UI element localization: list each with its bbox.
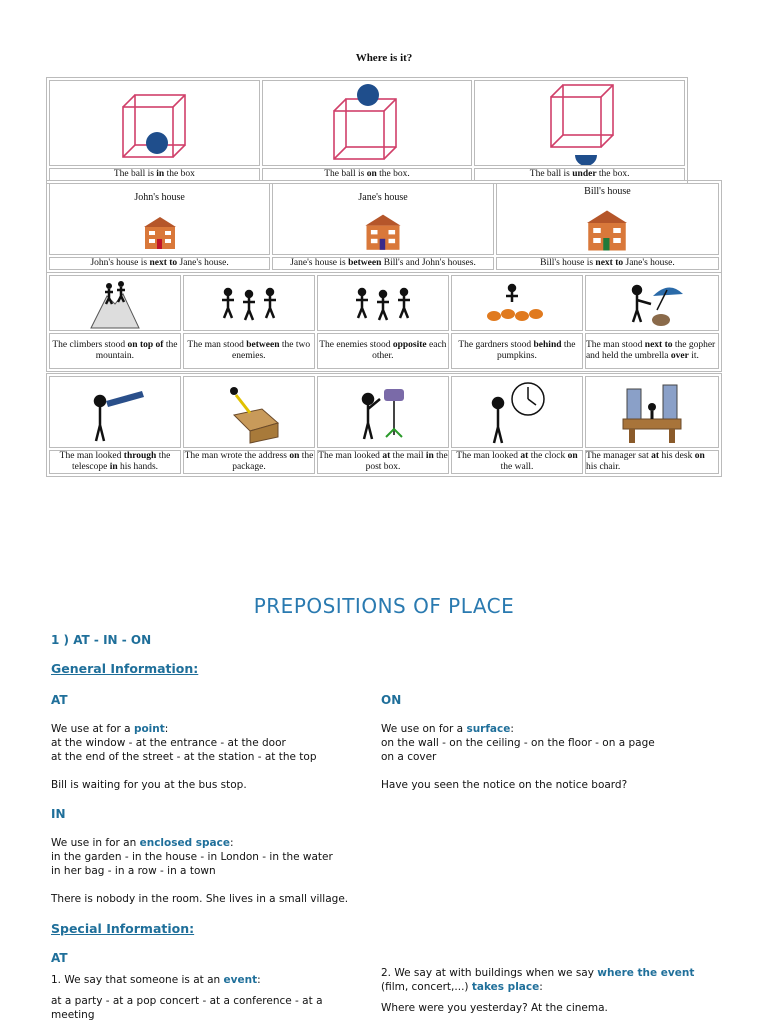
- caption-johns-house: John's house is next to Jane's house.: [49, 257, 270, 270]
- house-icon: [361, 208, 405, 252]
- johns-house-label: John's house: [134, 192, 185, 203]
- manager-desk-picture: [585, 376, 719, 448]
- johns-house-picture: [49, 183, 270, 255]
- caption-manager-desk: The manager sat at his desk on his chair.: [585, 450, 719, 474]
- ball-icon: [146, 132, 168, 154]
- caption-gardeners: The gardners stood behind the pumpkins.: [451, 333, 583, 369]
- on-intro: We use on for a surface:: [381, 723, 514, 735]
- on-heading: ON: [381, 693, 402, 707]
- ball-box-table: [46, 77, 688, 184]
- caption-janes-house: Jane's house is between Bill's and John's houses.: [272, 257, 494, 270]
- special-at-examples-1: at a party - at a pop concert - at a conference - at a meeting: [51, 995, 323, 1021]
- at-line-2: at the end of the street - at the station - at the top: [51, 751, 317, 763]
- lesson-heading: PREPOSITIONS OF PLACE: [253, 594, 515, 618]
- gardeners-pumpkins-picture: [451, 275, 583, 331]
- janes-house-picture: [272, 183, 494, 255]
- on-body: [381, 722, 655, 792]
- special-at-point-1: 1. We say that someone is at an event:: [51, 974, 261, 986]
- umbrella-icon: [617, 276, 687, 330]
- ball-on-box-picture: [262, 80, 473, 166]
- house-icon: [582, 203, 632, 253]
- in-example: There is nobody in the room. She lives in a small village.: [51, 893, 349, 905]
- man-postbox-picture: [317, 376, 449, 448]
- enemies-opposite-picture: [317, 275, 449, 331]
- general-info-heading: General Information:: [51, 661, 199, 676]
- bills-house-label: Bill's house: [584, 186, 631, 197]
- caption-climbers: The climbers stood on top of the mountain.: [49, 333, 181, 369]
- caption-man-between: The man stood between the two enemies.: [183, 333, 315, 369]
- on-line-1: on the wall - on the ceiling - on the floor - on a page: [381, 737, 655, 749]
- in-heading: IN: [51, 807, 66, 821]
- in-intro: We use in for an enclosed space:: [51, 837, 234, 849]
- in-line-2: in her bag - in a row - in a town: [51, 865, 216, 877]
- caption-bills-house: Bill's house is next to Jane's house.: [496, 257, 719, 270]
- box-icon: [535, 81, 625, 165]
- caption-ball-in: The ball is in the box: [49, 168, 260, 181]
- at-example: Bill is waiting for you at the bus stop.: [51, 779, 247, 791]
- mountain-icon: [85, 276, 145, 330]
- ball-under-box-picture: [474, 80, 685, 166]
- pumpkin-icon: [482, 278, 552, 328]
- ball-icon: [575, 155, 597, 165]
- caption-man-umbrella: The man stood next to the gopher and held the umbrella over it.: [585, 333, 719, 369]
- climbers-picture: [49, 275, 181, 331]
- on-example: Have you seen the notice on the notice board?: [381, 779, 628, 791]
- people-icon: [348, 278, 418, 328]
- man-clock-picture: [451, 376, 583, 448]
- caption-enemies-opposite: The enemies stood opposite each other.: [317, 333, 449, 369]
- caption-man-package: The man wrote the address on the package.: [184, 451, 314, 472]
- people-table-2: [46, 373, 722, 477]
- man-telescope-picture: [49, 376, 181, 448]
- telescope-icon: [80, 379, 150, 445]
- clock-icon: [482, 379, 552, 445]
- box-icon: [109, 83, 199, 163]
- caption-man-postbox: The man looked at the mail in the post box.: [318, 451, 448, 472]
- caption-man-clock: The man looked at the clock on the wall.: [451, 450, 583, 474]
- caption-ball-under: The ball is under the box.: [474, 168, 685, 181]
- at-line-1: at the window - at the entrance - at the door: [51, 737, 286, 749]
- man-between-enemies-picture: [183, 275, 315, 331]
- lesson-subheading: 1 ) AT - IN - ON: [51, 633, 152, 647]
- desk-icon: [617, 379, 687, 445]
- at-body: [51, 722, 317, 792]
- ball-in-box-picture: [49, 80, 260, 166]
- man-umbrella-picture: [585, 275, 719, 331]
- man-package-picture: [183, 376, 315, 448]
- janes-house-label: Jane's house: [358, 192, 408, 203]
- worksheet-title: Where is it?: [355, 52, 413, 64]
- on-line-2: on a cover: [381, 751, 437, 763]
- bills-house-picture: [496, 183, 719, 255]
- house-icon: [140, 211, 180, 251]
- box-icon: [322, 83, 412, 163]
- special-at-heading: AT: [51, 951, 68, 965]
- houses-table: [46, 180, 722, 273]
- people-table-1: [46, 272, 722, 372]
- special-at-point-2: 2. We say at with buildings when we say where the event (film, concert,...) takes place:: [381, 967, 695, 993]
- ball-icon: [357, 84, 379, 106]
- in-body: [51, 836, 348, 906]
- special-info-heading: Special Information:: [51, 921, 195, 936]
- people-icon: [214, 278, 284, 328]
- at-heading: AT: [51, 693, 68, 707]
- at-intro: We use at for a point:: [51, 723, 169, 735]
- package-icon: [214, 379, 284, 445]
- mailbox-icon: [348, 379, 418, 445]
- in-line-1: in the garden - in the house - in London - in the water: [51, 851, 333, 863]
- caption-man-telescope: The man looked through the telescope in his hands.: [49, 450, 181, 474]
- special-at-example-2: Where were you yesterday? At the cinema.: [381, 1002, 608, 1014]
- caption-ball-on: The ball is on the box.: [262, 168, 473, 181]
